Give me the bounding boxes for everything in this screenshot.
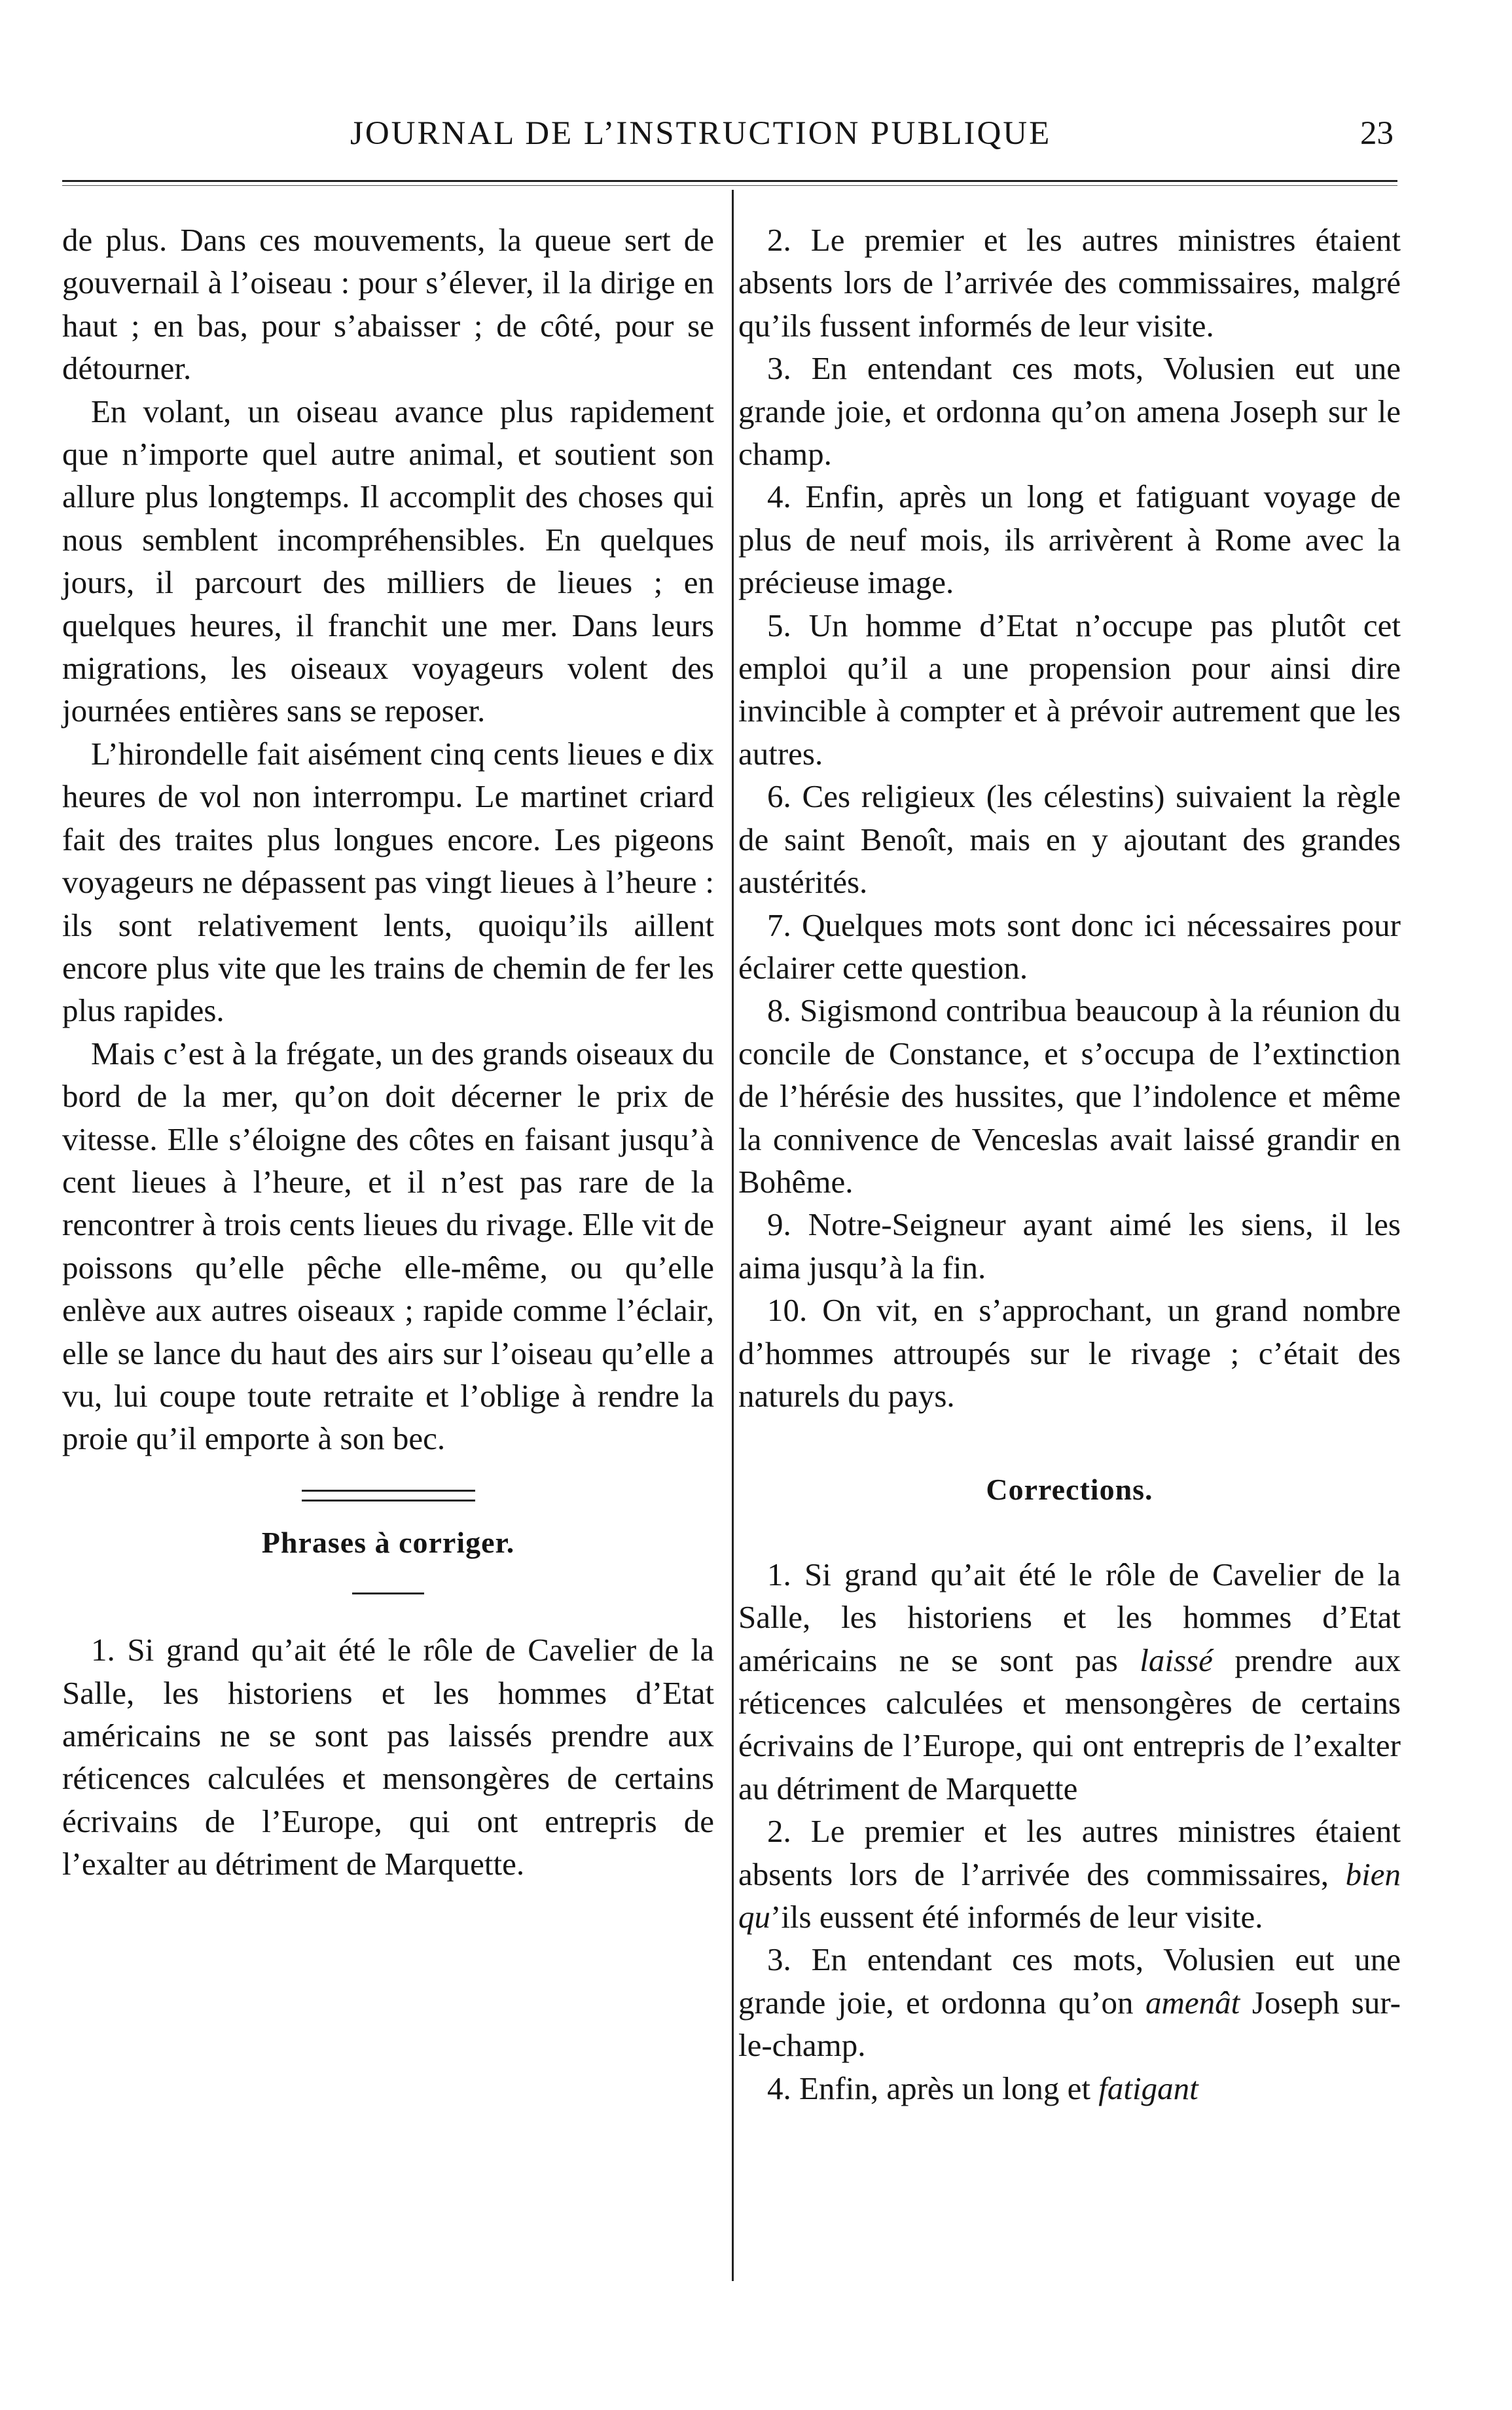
correction-1-emphasis: laissé — [1140, 1642, 1213, 1678]
page-number: 23 — [1360, 115, 1394, 152]
correction-2-text-a: 2. Le premier et les autres ministres étaient absents lors de l’arrivée des commissaires, — [738, 1813, 1401, 1892]
correction-3-text-b: Joseph sur-le-champ. — [738, 1984, 1401, 2064]
correction-4-text-a: 4. Enfin, après un long et — [767, 2070, 1099, 2106]
phrase-item-2: 2. Le premier et les autres ministres étaient absents lors de l’arrivée des commissaires, malgré qu’ils fussent informés de leur visite. — [738, 222, 1401, 344]
right-column — [738, 219, 1401, 2110]
phrase-item-8: 8. Sigismond contribua beaucoup à la réunion du concile de Constance, et s’occupa de l’extinction de l’hérésie des hussites, que l’indolence et même la connivence de Venceslas avait laissé grandir en Bohême. — [738, 992, 1401, 1200]
left-column — [62, 219, 714, 1886]
short-rule-separator — [352, 1592, 424, 1594]
correction-2-emphasis: bien qu — [738, 1856, 1401, 1935]
correction-item-2 — [738, 1810, 1401, 1938]
correction-2-text-b: ’ils eussent été informés de leur visite. — [770, 1899, 1263, 1935]
double-rule-separator — [302, 1490, 475, 1502]
phrase-item-4: 4. Enfin, après un long et fatiguant voyage de plus de neuf mois, ils arrivèrent à Rome avec la précieuse image. — [738, 478, 1401, 601]
correction-3-emphasis: amenât — [1145, 1984, 1240, 2021]
correction-item-1 — [738, 1553, 1401, 1810]
section-heading-corrections: Corrections. — [986, 1473, 1153, 1507]
correction-1-text-b: prendre aux réticences calculées et mensongères de certains écrivains de l’Europe, qui ont entrepris de l’exalter au détriment de Marquette — [738, 1642, 1401, 1807]
paragraph-swallow: L’hirondelle fait aisément cinq cents lieues e dix heures de vol non interrompu. Le martinet criard fait des traites plus longues encore. Les pigeons voyageurs ne dépassent pas vingt lieues à l’heure : ils sont relativement lents, quoiqu’ils aillent encore plus vite que les trains de chemin de fer les plus rapides. — [62, 735, 714, 1029]
paragraph-flight-speed: En volant, un oiseau avance plus rapidement que n’importe quel autre animal, et soutient son allure plus longtemps. Il accomplit des choses qui nous semblent incompréhensibles. En quelques jours, il parcourt des milliers de lieues ; en quelques heures, il franchit une mer. Dans leurs migrations, les oiseaux voyageurs volent des journées entières sans se reposer. — [62, 393, 714, 729]
phrase-item-10: 10. On vit, en s’approchant, un grand nombre d’hommes attroupés sur le rivage ; c’était des naturels du pays. — [738, 1292, 1401, 1414]
correction-3-text-a: 3. En entendant ces mots, Volusien eut une grande joie, et ordonna qu’on — [738, 1941, 1401, 2021]
phrase-item-7: 7. Quelques mots sont donc ici nécessaires pour éclairer cette question. — [738, 907, 1401, 986]
phrase-item-5: 5. Un homme d’Etat n’occupe pas plutôt cet emploi qu’il a une propension pour ainsi dire invincible à compter et à prévoir autrement que les autres. — [738, 607, 1401, 772]
running-header — [0, 115, 1512, 167]
paragraph-continuation: de plus. Dans ces mouvements, la queue sert de gouvernail à l’oiseau : pour s’élever, il la dirige en haut ; en bas, pour s’abaisser ; de côté, pour se détourner. — [62, 222, 714, 387]
paragraph-frigate: Mais c’est à la frégate, un des grands oiseaux du bord de la mer, qu’on doit décerner le prix de vitesse. Elle s’éloigne des côtes en faisant jusqu’à cent lieues à l’heure, et il n’est pas rare de la rencontrer à trois cents lieues du rivage. Elle vit de poissons qu’elle pêche elle-même, ou qu’elle enlève aux autres oiseaux ; rapide comme l’éclair, elle se lance du haut des airs sur l’oiseau qu’elle a vu, lui coupe toute retraite et l’oblige à rendre la proie qu’il emporte à son bec. — [62, 1035, 714, 1457]
correction-item-3 — [738, 1938, 1401, 2066]
header-rule — [62, 180, 1397, 186]
phrase-item-9: 9. Notre-Seigneur ayant aimé les siens, il les aima jusqu’à la fin. — [738, 1206, 1401, 1286]
correction-1-text-a: 1. Si grand qu’ait été le rôle de Cavelier de la Salle, les historiens et les hommes d’Etat américains ne se sont pas — [738, 1556, 1401, 1678]
correction-item-4 — [738, 2067, 1401, 2110]
column-divider — [732, 190, 734, 2281]
journal-title: JOURNAL DE L’INSTRUCTION PUBLIQUE — [350, 115, 1052, 152]
phrase-item-3: 3. En entendant ces mots, Volusien eut une grande joie, et ordonna qu’on amena Joseph sur le champ. — [738, 350, 1401, 473]
correction-4-emphasis: fatigant — [1098, 2070, 1198, 2106]
section-heading-phrases: Phrases à corriger. — [261, 1525, 515, 1559]
phrase-item-6: 6. Ces religieux (les célestins) suivaient la règle de saint Benoît, mais en y ajoutant des grandes austérités. — [738, 778, 1401, 901]
phrase-item-1: 1. Si grand qu’ait été le rôle de Cavelier de la Salle, les historiens et les hommes d’Etat américains ne se sont pas laissés prendre aux réticences calculées et mensongères de certains écrivains de l’Europe, qui ont entrepris de l’exalter au détriment de Marquette. — [62, 1632, 714, 1882]
